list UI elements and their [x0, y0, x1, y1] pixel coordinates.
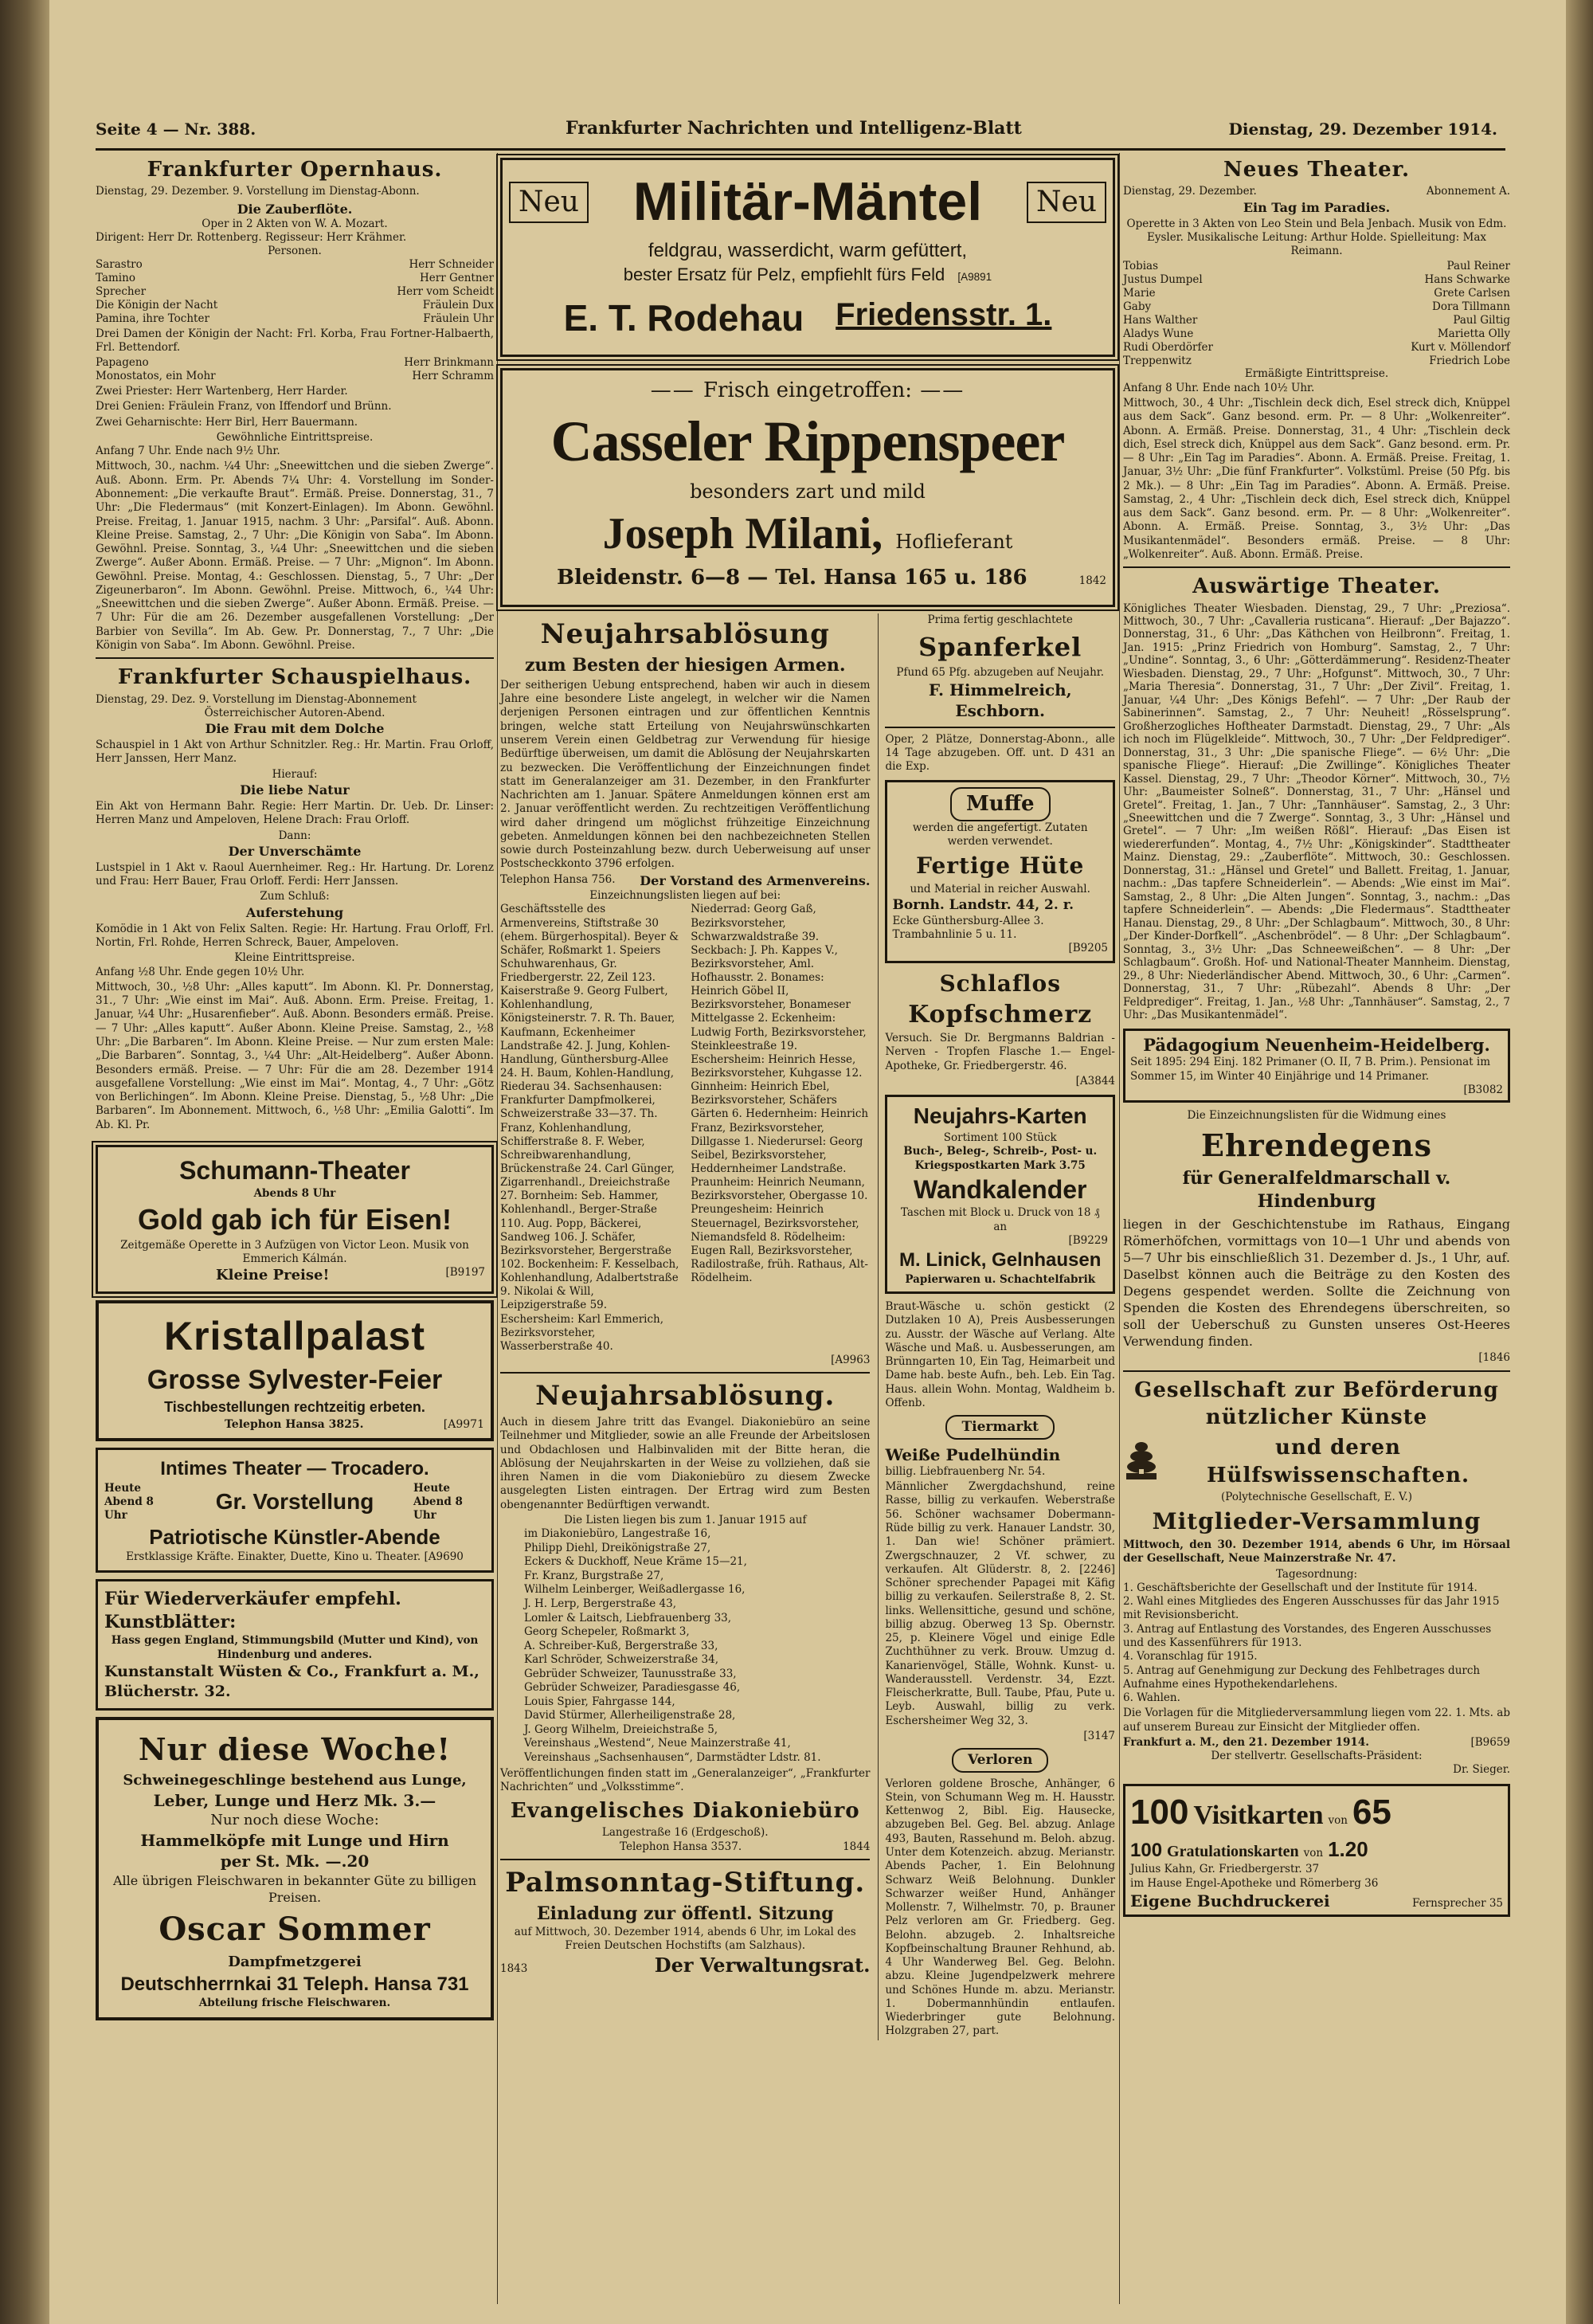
schauspielhaus-evening: Österreichischer Autoren-Abend.: [204, 706, 386, 719]
column-right: [1123, 153, 1510, 1923]
neujahrskarten-ad: [885, 1095, 1115, 1294]
neu-label: Neu: [509, 182, 589, 223]
opernhaus-title: Frankfurter Opernhaus.: [147, 158, 443, 182]
huete-title: Fertige Hüte: [916, 852, 1085, 880]
militaer-maentel-ad: [500, 158, 1115, 357]
dann: Dann:: [278, 829, 311, 842]
tiermarkt-heading: Tiermarkt: [945, 1415, 1054, 1439]
divider: [96, 657, 494, 659]
ehren-top: Die Einzeichnungslisten für die Widmung eines: [1187, 1109, 1446, 1123]
palmsonntag-ad: [500, 1865, 870, 1978]
abl2-list: [500, 1527, 870, 1765]
milani-sub: besonders zart und mild: [690, 480, 926, 504]
abl1-title: Neujahrsablösung: [540, 618, 830, 650]
cast-row: Sarastro Herr Schneider: [96, 258, 494, 272]
neujahrsabloesung-armen: [500, 613, 870, 2040]
kalender-title: Wandkalender: [913, 1175, 1087, 1204]
militaer-addr: Friedensstr. 1.: [836, 297, 1052, 333]
huete-desc: und Material in reicher Auswahl.: [910, 883, 1090, 896]
spanferkel-top: Prima fertig geschlachtete: [927, 613, 1073, 626]
sommer-line: Leber, Lunge und Herz Mk. 3.—: [153, 1790, 436, 1810]
list-item: 1. Geschäftsberichte der Gesellschaft und der Institute für 1914.: [1123, 1581, 1478, 1594]
cast-row: Hans Walther Paul Giltig: [1123, 313, 1510, 327]
cast-row: Treppenwitz Friedrich Lobe: [1123, 354, 1510, 367]
beehive-icon: [1123, 1437, 1160, 1485]
neues-preise: Ermäßigte Eintrittspreise.: [1244, 367, 1389, 381]
tagesordnung-list: [1123, 1581, 1510, 1705]
list-item: 5. Antrag auf Genehmigung zur Deckung des Fehlbetrages durch Aufnahme eines Hypothekendarlehens.: [1123, 1664, 1481, 1691]
opernhaus-author: Oper in 2 Akten von W. A. Mozart.: [202, 217, 388, 230]
ehrendegen-sub: für Generalfeldmarschall v. Hindenburg: [1182, 1168, 1451, 1213]
opernhaus-direction: Dirigent: Herr Dr. Rottenberg. Regisseur: Herr Krähmer.: [96, 230, 407, 244]
gesellschaft-code: [B9659: [1470, 1735, 1510, 1749]
sommer-firm: Dampfmetzgerei: [228, 1953, 362, 1970]
kristallpalast-tel: Telephon Hansa 3825.: [225, 1417, 364, 1431]
schauspielhaus-title: Frankfurter Schauspielhaus.: [117, 665, 472, 690]
abl2-sign: Evangelisches Diakoniebüro: [510, 1799, 860, 1824]
visit-p1: 65: [1352, 1792, 1391, 1832]
opernhaus-anfang: Anfang 7 Uhr. Ende nach 9½ Uhr.: [96, 445, 280, 458]
visit-von2: von: [1303, 1846, 1324, 1860]
karten-list: Buch-, Beleg-, Schreib-, Post- u. Kriegspostkarten Mark 3.75: [903, 1145, 1098, 1172]
hierauf: Hierauf:: [272, 767, 318, 781]
opernhaus-schedule: Mittwoch, 30., nachm. ¼4 Uhr: „Sneewittchen und die sieben Zwerge“. Auß. Abonn. Erm. Pr. Abends 7¼ Uhr: 4. Vorstellung im Sonder-Abonnement: „Die verkaufte Braut“. Ermäß. Preise. Donnerstag, 31., 7 Uhr: „Die Fledermaus“ (mit Konzert-Einlagen). Im Abonn. Gewöhnl. Preise. Freitag, 1. Januar 1915, nachm. 3 Uhr: „Parsifal“. Auß. Abonn. Kleine Preise. Samstag, 2., 7 Uhr: „Die Königin von Saba“. Im Abonn. Gewöhnl. Preise. Sonntag, 3., ¼4 Uhr: „Sneewittchen und die sieben Zwerge“. Außer Abonn. Ermäß. Preise. — 7 Uhr: „Mignon“. Im Abonn. Gewöhnl. Preise. Montag, 4.: Geschlossen. Dienstag, 5., 7 Uhr: „Der Zigeunerbaron“. Im Abonn. Gewöhnl. Preise. Mittwoch, 6., ¼4 Uhr: „Sneewittchen und die sieben Zwerge“. Außer Abonn. Ermäß. Preise. — 7 Uhr: Für die am 26. Dezember ausgefallenen Vorstellung: „Der Barbier von Sevilla“. Im Ab. Gew. Pr. Donnerstag, 7., 7 Uhr: „Die Königin von Saba“. Im Abonn. Gewöhnl. Preise.: [96, 460, 494, 652]
kristallpalast-ad: [96, 1300, 494, 1441]
header-rule: [96, 148, 1505, 151]
kunst-desc: Hass gegen England, Stimmungsbild (Mutter und Kind), von Hindenburg und anderes.: [111, 1634, 479, 1661]
ehrendegen-title: Ehrendegens: [1201, 1127, 1432, 1164]
abl2-addr: Langestraße 16 (Erdgeschoß).: [601, 1826, 769, 1840]
intimes-left: Heute Abend 8 Uhr: [104, 1481, 154, 1523]
neues-theater-title: Neues Theater.: [1223, 158, 1410, 182]
huete-firm: Bornh. Landstr. 44, 2. r.: [892, 897, 1074, 914]
brautwaesche-ad: Braut-Wäsche u. schön gestickt (2 Dutzlaken 10 A), Preis Ausbesserungen zu. Ausstr. der Wäsche auf Verlang. Alte Wäsche und Maß. u. Ausbesserungen, am Brünngarten 10, Ein Tag, Heimarbeit und Dame hab. beste Aufn., beh. Leb. Ein Tag. Haus. allein Wohn. Montag, Waldheim b. Offenb.: [885, 1299, 1115, 1409]
cast-note: Drei Genien: Fräulein Franz, von Iffendorf und Brünn.: [96, 400, 392, 413]
visit-von1: von: [1328, 1813, 1348, 1827]
list-item: 4. Voranschlag für 1915.: [1123, 1650, 1258, 1664]
pudel-title: Weiße Pudelhündin: [885, 1444, 1061, 1464]
intimes-sub: Patriotische Künstler-Abende: [149, 1524, 440, 1549]
list-item: im Diakoniebüro, Langestraße 16,: [524, 1527, 711, 1541]
play-title: Der Unverschämte: [228, 843, 362, 859]
visit-l3: im Hause Engel-Apotheke und Römerberg 36: [1130, 1876, 1379, 1890]
cast-note: Zwei Priester: Herr Wartenberg, Herr Harder.: [96, 385, 348, 398]
linick-desc: Papierwaren u. Schachtelfabrik: [905, 1272, 1096, 1286]
cast-row: Sprecher Herr vom Scheidt: [96, 285, 494, 299]
cast-note: Zwei Geharnischte: Herr Birl, Herr Bauermann.: [96, 415, 358, 429]
neues-date: Dienstag, 29. Dezember.: [1123, 185, 1257, 198]
karten-title: Neujahrs-Karten: [913, 1103, 1087, 1129]
palm-sub: Einladung zur öffentl. Sitzung: [536, 1903, 834, 1924]
gesellschaft-date: Frankfurt a. M., den 21. Dezember 1914.: [1123, 1735, 1369, 1749]
opernhaus-cast: [96, 258, 494, 429]
cast-row: Marie Grete Carlsen: [1123, 287, 1510, 300]
ehrendegen-code: [1846: [1478, 1351, 1510, 1365]
cast-row: Tamino Herr Gentner: [96, 272, 494, 285]
abl2-listhead: Die Listen liegen bis zum 1. Januar 1915 auf: [563, 1514, 807, 1526]
page-number: Seite 4 — Nr. 388.: [96, 120, 256, 139]
milani-title: Casseler Rippenspeer: [550, 410, 1065, 474]
schumann-title: Schumann-Theater: [179, 1155, 410, 1185]
karten-desc: Sortiment 100 Stück: [943, 1131, 1057, 1145]
gesellschaft-title2: und deren Hülfswissenschaften.: [1206, 1436, 1470, 1487]
play-title: Auferstehung: [245, 904, 344, 920]
visit-l5: Fernsprecher 35: [1412, 1896, 1503, 1910]
intimes-theater-ad: [96, 1448, 494, 1573]
mitglieder-text: Mittwoch, den 30. Dezember 1914, abends 6 Uhr, im Hörsaal der Gesellschaft, Neue Mainzerstraße Nr. 47.: [1123, 1538, 1510, 1566]
cast-row: Rudi Oberdörfer Kurt v. Möllendorf: [1123, 340, 1510, 354]
sommer-sub: Abteilung frische Fleischwaren.: [198, 1997, 391, 2010]
list-item: Louis Spier, Fahrgasse 144,: [524, 1695, 675, 1708]
milani-code: 1842: [1078, 574, 1106, 587]
sommer-title: Nur diese Woche!: [138, 1731, 452, 1768]
list-item: David Stürmer, Allerheiligenstraße 28,: [524, 1709, 736, 1722]
list-item: 6. Wahlen.: [1123, 1691, 1180, 1705]
milani-name: Joseph Milani,: [602, 509, 883, 559]
oper-platz-ad: Oper, 2 Plätze, Donnerstag-Abonn., alle 14 Tage abzugeben. Off. unt. D 431 an die Exp.: [885, 732, 1115, 774]
play-desc: Lustspiel in 1 Akt v. Raoul Auernheimer. Reg.: Hr. Hartung. Dr. Lorenz und Frau: Herr Bauer, Frau Orloff. Ferdi: Herr Janssen.: [96, 860, 494, 888]
neues-abo: Abonnement A.: [1426, 185, 1510, 198]
list-item: J. H. Lerp, Bergerstraße 43,: [524, 1597, 677, 1610]
kunst-title: Für Wiederverkäufer empfehl. Kunstblätter:: [104, 1589, 401, 1633]
kalender-desc: Taschen mit Block u. Druck von 18 ₰ an: [900, 1206, 1100, 1233]
abl1-list-right: Niederrad: Georg Gaß, Bezirksvorsteher, Schwarzwaldstraße 39. Seckbach: J. Ph. Kappes V., Bezirksvorsteher, Aml. Hofhausstr. 2. Bonames: Heinrich Göbel II, Bezirksvorsteher, Bonameser Mittelgasse 2. Eckenheim: Ludwig Forth, Bezirksvorsteher, Steinkleestraße 19. Eschersheim: Heinrich Hesse, Bezirksvorsteher, Kuhgasse 12. Ginnheim: Heinrich Ebel, Bezirksvorsteher, Schäfers Gärten 6. Hedernheim: Heinrich Franz, Bezirksvorsteher, Dillgasse 1. Niederursel: Georg Seibel, Bezirksvorsteher, Heddernheimer Landstraße. Praunheim: Heinrich Neumann, Bezirksvorsteher, Obergasse 10. Preungesheim: Heinrich Steuernagel, Bezirksvorsteher, Niemandsfeld 8. Rödelheim: Eugen Rall, Bezirksvorsteher, Radilostraße, früh. Rathaus, Alt-Rödelheim.: [691, 903, 869, 1285]
palm-code: 1843: [500, 1962, 528, 1976]
column-divider: [1119, 153, 1120, 2304]
list-item: J. Georg Wilhelm, Dreieichstraße 5,: [524, 1722, 718, 1736]
palm-text: auf Mittwoch, 30. Dezember 1914, abends 6 Uhr, im Lokal des Freien Deutschen Hochstifts (am Salzhaus).: [514, 1925, 856, 1953]
list-item: Eckers & Duckhoff, Neue Kräme 15—21,: [524, 1555, 747, 1569]
neues-cast: [1123, 260, 1510, 367]
kopfschmerz-desc: Versuch. Sie Dr. Bergmanns Baldrian - Nerven - Tropfen Flasche 1.— Engel-Apotheke, Gr. Friedbergerstr. 46.: [885, 1032, 1115, 1072]
list-item: Vereinshaus „Sachsenhausen“, Darmstädter Ldstr. 81.: [524, 1751, 821, 1765]
gesellschaft-note: Die Vorlagen für die Mitgliederversammlung liegen vom 22. 1. Mts. ab auf unserem Bureau zur Einsicht der Mitglieder offen.: [1123, 1707, 1510, 1734]
schauspielhaus-date: Dienstag, 29. Dez. 9. Vorstellung im Dienstag-Abonnement: [96, 692, 417, 706]
neu-label: Neu: [1027, 182, 1106, 223]
milani-hof: Hoflieferant: [895, 531, 1013, 554]
militaer-line: feldgrau, wasserdicht, warm gefüttert,: [648, 239, 968, 261]
cast-row: Gaby Dora Tillmann: [1123, 300, 1510, 314]
oscar-sommer-ad: [96, 1717, 494, 2020]
neues-anfang: Anfang 8 Uhr. Ende nach 10½ Uhr.: [1123, 381, 1315, 394]
list-item: Wilhelm Leinberger, Weißadlergasse 16,: [524, 1583, 746, 1597]
kristallpalast-sub: Grosse Sylvester-Feier: [147, 1365, 443, 1396]
tiermarkt-text: Männlicher Zwergdachshund, reine Rasse, billig zu verkaufen. Weberstraße 56. Schöner wachsamer Dobermann-Rüde billig zu verk. Hanauer Landstr. 30, 1. Dan wie! Schöner prämiert. Zwergschnauzer, 2 Vf. schwer, zu verkaufen. Alt Glüderstr. 8, 2. [2246] Schöner sprechender Papagei mit Käfig billig zu verkaufen. Seilerstraße 8, 2. St. links. Wellensittiche, gesund und schöne, billig abzug. Oberweg 13 Sp. Obernstr. 25, p. Kleinere Vögel und einige Edle Zuchthühner zu verk. Brouw. Umzug d. Kanarienvögel, Ställe, Wohnk. Kunst- u. Wanderausstell. Verdenstr. 34, Ezzt. Fleischerkratte, Bull. Taube, Pfau, Pute u. Leyb. Auswahl, billig zu verk. Eschersheimer Weg 32, 3.: [885, 1480, 1115, 1727]
list-item: Philipp Diehl, Dreikönigstraße 27,: [524, 1541, 711, 1554]
schauspielhaus-anfang: Anfang ½8 Uhr. Ende gegen 10½ Uhr.: [96, 965, 305, 978]
list-item: Fr. Kranz, Burgstraße 27,: [524, 1569, 664, 1582]
schumann-desc: Zeitgemäße Operette in 3 Aufzügen von Victor Leon. Musik von Emmerich Kálmán.: [120, 1238, 469, 1266]
paed-code: [B3082: [1463, 1083, 1503, 1096]
schumann-theater-ad: [96, 1145, 494, 1294]
kristallpalast-code: [A9971: [443, 1417, 484, 1431]
milani-ad: —— Frisch eingetroffen: —— Casseler Rippenspeer besonders zart und mild Joseph Milani, Hoflieferant Bleidenstr. 6—8 — Tel. Hansa 165 u. 186 1842: [500, 368, 1115, 607]
kopfschmerz-code: [A3844: [1075, 1074, 1115, 1088]
abl1-text: Der seitherigen Uebung entsprechend, haben wir auch in diesem Jahre eine besondere Liste angelegt, in welcher wir die Namen derjenigen Personen eintragen und zur öffentlichen Kenntnis bringen, welche statt Erteilung von Neujahrswünschkarten unserem Verein einen Geldbetrag zur Verwendung für hiesige Bedürftige überweisen, um damit die Ablösung der Neujahrskarten zu bezwecken. Die Veröffentlichung der Einzeichnungen findet statt im Generalanzeiger am 31. Dezember, in den Frankfurter Nachrichten am 1. Januar. Spätere Anmeldungen können erst am 2. Januar veröffentlicht werden. Zu rechtzeitigen Veröffentlichung wird daher dringend um möglichst frühzeitige Einzeichnung gebeten. Anmeldungen können bei den nachbezeichneten Stellen sowie durch Posteinzahlung bezw. durch Ueberweisung auf unser Postscheckkonto 3796 erfolgen.: [500, 678, 871, 871]
abl1-sign: Der Vorstand des Armenvereins.: [640, 872, 871, 888]
cast-row: Pamina, ihre Tochter Fräulein Uhr: [96, 312, 494, 325]
milani-top: Frisch eingetroffen:: [703, 378, 913, 402]
paed-title: Pädagogium Neuenheim-Heidelberg.: [1143, 1034, 1490, 1055]
palm-title: Palmsonntag-Stiftung.: [505, 1866, 866, 1899]
issue-date: Dienstag, 29. Dezember 1914.: [1228, 120, 1497, 139]
gesellschaft-sign: Der stellvertr. Gesellschafts-Präsident:: [1211, 1750, 1423, 1763]
cast-row: Tobias Paul Reiner: [1123, 260, 1510, 273]
muffe-desc: werden die angefertigt. Zutaten werden verwendet.: [912, 821, 1088, 848]
abl2-title: Neujahrsablösung.: [535, 1380, 836, 1413]
intimes-title: Intimes Theater — Trocadero.: [160, 1458, 429, 1480]
verloren-heading: Verloren: [952, 1748, 1048, 1772]
schlaflos-title: Schlaflos: [939, 970, 1061, 997]
schauspielhaus-preise: Kleine Eintrittspreise.: [234, 951, 355, 965]
ehrendegen-text: liegen in der Geschichtenstube im Rathaus, Eingang Römerhöfchen, vormittags von 10—1 Uhr und abends von 5—7 Uhr bis einschließlich 31. Dezember d. Js., 1 Uhr, auf. Daselbst können auch die Beiträge zu den Kosten des Degens gespendet werden. Sollte die Zeichnung von Spenden die Kosten des Ehrendegens überschreiten, so soll der Ueberschuß zu Gunsten unseres Ost-Heeres Verwendung finden.: [1123, 1216, 1510, 1350]
schumann-show: Gold gab ich für Eisen!: [137, 1203, 452, 1236]
cast-row: Monostatos, ein Mohr Herr Schramm: [96, 370, 494, 383]
abl2-note: Veröffentlichungen finden statt im „Generalanzeiger“, „Frankfurter Nachrichten“ und „Volksstimme“.: [500, 1766, 871, 1793]
cast-row: Papageno Herr Brinkmann: [96, 356, 494, 370]
spanferkel-title: Spanferkel: [918, 632, 1082, 663]
spanferkel-firm: F. Himmelreich, Eschborn.: [928, 680, 1072, 721]
page-header: [96, 113, 1505, 148]
sommer-line: Alle übrigen Fleischwaren in bekannter Güte zu billigen Preisen.: [112, 1872, 477, 1905]
paedagogium-ad: [1123, 1029, 1510, 1103]
sommer-name: Oscar Sommer: [159, 1911, 431, 1949]
intimes-right: Heute Abend 8 Uhr: [413, 1481, 463, 1523]
palm-sign: Der Verwaltungsrat.: [654, 1954, 871, 1977]
milani-addr: Bleidenstr. 6—8 — Tel. Hansa 165 u. 186: [557, 565, 1027, 590]
cast-row: Aladys Wune Marietta Olly: [1123, 327, 1510, 340]
visit-l4: Eigene Buchdruckerei: [1130, 1891, 1330, 1911]
opernhaus-play: Die Zauberflöte.: [237, 201, 353, 217]
kunstblaetter-ad: [96, 1579, 494, 1711]
abl2-tel: Telephon Hansa 3537.: [620, 1840, 742, 1853]
auswaertige-title: Auswärtige Theater.: [1192, 574, 1441, 599]
book-binding-left: [0, 0, 49, 2324]
column-middle: [500, 153, 1115, 2040]
gesellschaft-title1: Gesellschaft zur Beförderung nützlicher Künste: [1134, 1378, 1499, 1429]
schumann-code: [B9197: [445, 1266, 485, 1280]
neues-play: Ein Tag im Paradies.: [1243, 199, 1391, 215]
opernhaus-date: Dienstag, 29. Dezember. 9. Vorstellung im Dienstag-Abonn.: [96, 185, 420, 198]
sommer-line: Nur noch diese Woche:: [210, 1812, 379, 1829]
sommer-line: per St. Mk. —.20: [220, 1852, 370, 1871]
visit-p2: 1.20: [1328, 1836, 1368, 1861]
intimes-mid: Gr. Vorstellung: [215, 1489, 374, 1515]
muffe-ad: [885, 780, 1115, 962]
visit-t1: Visitkarten: [1193, 1800, 1324, 1830]
abl1-code: [A9963: [831, 1354, 871, 1366]
schauspielhaus-schedule: Mittwoch, 30., ½8 Uhr: „Alles kaputt“. Im Abonn. Kl. Pr. Donnerstag, 31., 7 Uhr: „Wie einst im Mai“. Auß. Abonn. Erm. Preise. Freitag, 1. Januar, ¼4 Uhr: „Husarenfieber“. Auß. Abonn. Besonders ermäß. Preise. — 7 Uhr: „Alles kaputt“. Außer Abonn. Kleine Preise. Samstag, 2., ½8 Uhr: „Die Barbaren“. Im Abonn. Kleine Preise. — Nur zum ersten Male: „Die Barbaren“. Sonntag, 3., ¼4 Uhr: „Alt-Heidelberg“. Außer Abonn. Besonders ermäß. Preise. — 7 Uhr: Für die am 28. Dezember 1914 ausgefallene Vorstellung: „Wie einst im Mai“. Montag, 4., 7 Uhr: „Götz von Berlichingen“. Im Abonn. Kleine Preise. Dienstag, 5., ½8 Uhr: „Die Barbaren“. Im Abonnement. Mittwoch, 6., ½8 Uhr: „Emilia Galotti“. Im Ab. Kl. Pr.: [96, 980, 494, 1131]
intimes-desc: Erstklassige Kräfte. Einakter, Duette, Kino u. Theater. [A9690: [126, 1550, 464, 1564]
auswaertige-body: Königliches Theater Wiesbaden. Dienstag, 29., 7 Uhr: „Preziosa“. Mittwoch, 30., 7 Uhr: „Cavalleria rusticana“. Hierauf: „Der Bajazzo“. Donnerstag, 31., 6 Uhr: „Das Käthchen von Heilbronn“. Freitag, 1. Jan. 1915: „Prinz Friedrich von Homburg“. Samstag, 2., 7 Uhr: „Undine“. Sonntag, 3., 6 Uhr: „Götterdämmerung“. Residenz-Theater Wiesbaden. Dienstag, 29., 7 Uhr: „Hofgunst“. Mittwoch, 30., 7 Uhr: „Maria Theresia“. Donnerstag, 31., 7 Uhr: „Der Zivil“. Freitag, 1. Januar, ¼4 Uhr: „Des Königs Befehl“. — 7 Uhr: „Der Raub der Sabinerinnen“. Samstag, 2., 7 Uhr: Neuheit! „Rösselsprung“. Großherzogliches Hoftheater Darmstadt. Dienstag, 29., 7 Uhr: „Als ich noch im Flügelkleide“. Mittwoch, 30., 7 Uhr: „Der Feldprediger“. Donnerstag, 31., 3 Uhr: „Die spanische Fliege“. — 6½ Uhr: „Die spanische Fliege“. Hierauf: „Die Zwillinge“. Königliches Theater Kassel. Dienstag, 29., 7 Uhr: „Theodor Körner“. Mittwoch, 30., 7½ Uhr: „Baumeister Solneß“. Donnerstag, 31., 7 Uhr: „Hänsel und Gretel“. Freitag, 1. Jan., 7 Uhr: „Tannhäuser“. Samstag, 2., 3 Uhr: „Sneewittchen und die 7 Zwerge“. Sonntag, 3., 3 Uhr: „Hänsel und Gretel“. — 7 Uhr: „Im weißen Rößl“. Hierauf: „Das Eisen ist wiedererfunden“. Montag, 4., 7½ Uhr: „Königskinder“. Stadttheater Mainz. Dienstag, 29.: „Zauberflöte“. Mittwoch, 30.: Geschlossen. Donnerstag, 31.: „Hänsel und Gretel“ und Ballett. Freitag, 1. Januar, nachm.: „Das tapfere Schneiderlein“. — Abends: „Wie einst im Mai“. Samstag, 2., 8 Uhr: „Die Alten Jungen“. Sonntag, 3., nachm.: „Das tapfere Schneiderlein“. — Abends: „Die Fledermaus“. Stadttheater Hanau. Dienstag, 29., 8 Uhr: „Der Schlagbaum“. Mittwoch, 30., 8 Uhr: „Der Kinder-Dorfkell“. „Aschenbrödel“. — 8 Uhr: „Der Schlagbaum“. Sonntag, 3., 3½ Uhr: „Das Schneeweißchen“. — 8 Uhr: „Der Schlagbaum“. Großh. Hof- und National-Theater Mannheim. Dienstag, 29., 8 Uhr: Niederländischer Abend. Mittwoch, 30., 6 Uhr: „Carmen“. Donnerstag, 31., 7 Uhr: „Rübezahl“. Abends 8 Uhr: „Der Feldprediger“. Freitag, 1. Jan., ½8 Uhr: „Tannhäuser“. Samstag, 2., 7 Uhr: „Das Musikantenmädel“.: [1123, 602, 1510, 1022]
kalender-code: [B9229: [1068, 1233, 1108, 1247]
cast-row: Die Königin der Nacht Fräulein Dux: [96, 299, 494, 312]
paed-desc: Seit 1895: 294 Einj. 182 Primaner (O. II, 7 B. Prim.). Pensionat im Sommer 15, im Winter 40 Einjährige und 14 Primaner.: [1130, 1056, 1491, 1083]
book-binding-right: [1566, 0, 1593, 2324]
play-title: Die Frau mit dem Dolche: [205, 721, 385, 737]
abl1-list-left: Geschäftsstelle des Armenvereins, Stiftstraße 30 (ehem. Bürgerhospital). Beyer & Schäfer, Roßmarkt 1. Speiers Schuhwarenhaus, Gr. Friedbergerstr. 22, Zeil 123. Kaiserstraße 9. Georg Fulbert, Kohlenhandlung, Königsteinerstr. 7. R. Th. Bauer, Kaufmann, Eckenheimer Landstraße 42. J. Jung, Kohlen-Handlung, Günthersburg-Allee 24. H. Baum, Kohlen-Handlung, Riederau 34. Sachsenhausen: Frankfurter Dampfmolkerei, Schweizerstraße 33—37. Th. Franz, Kohlenhandlung, Schifferstraße 8. F. Weber, Schreibwarenhandlung, Brückenstraße 24. Carl Günger, Zigarrenhandl., Dreieichstraße 27. Bornheim: Seb. Hammer, Kohlenhandl., Berger-Straße 110. Aug. Popp, Bäckerei, Sandweg 106. J. Schäfer, Bezirksvorsteher, Bergerstraße 102. Bockenheim: F. Kesselbach, Kohlenhandlung, Adalbertstraße 9. Nikolai & Will, Leipzigerstraße 59. Eschersheim: Karl Emmerich, Bezirksvorsteher, Wasserberstraße 40.: [500, 903, 679, 1353]
play-desc: Ein Akt von Hermann Bahr. Regie: Herr Martin. Dr. Ueb. Dr. Linser: Herren Manz und Ampeloven, Helene Drach: Frau Orloff.: [96, 800, 494, 827]
list-item: Gebrüder Schweizer, Taunusstraße 33,: [524, 1667, 737, 1680]
schumann-preise: Kleine Preise!: [216, 1267, 330, 1284]
neues-desc: Operette in 3 Akten von Leo Stein und Bela Jenbach. Musik von Edm. Eysler. Musikalische Leitung: Arthur Holde. Spielleitung: Max Reimann.: [1126, 217, 1507, 258]
huete-addr: Ecke Günthersburg-Allee 3. Trambahnlinie 5 u. 11.: [892, 914, 1044, 942]
militaer-code: [A9891: [957, 271, 992, 284]
visit-firm: Julius Kahn, Gr. Friedbergerstr. 37: [1130, 1863, 1320, 1876]
sommer-addr: Deutschherrnkai 31 Teleph. Hansa 731: [120, 1973, 469, 1995]
abl1-tel: Telephon Hansa 756.: [500, 872, 616, 886]
list-item: Vereinshaus „Westend“, Neue Mainzerstraße 41,: [524, 1737, 791, 1750]
sommer-line: Hammelköpfe mit Lunge und Hirn: [140, 1831, 449, 1851]
schumann-time: Abends 8 Uhr: [253, 1187, 336, 1201]
neues-schedule: Mittwoch, 30., 4 Uhr: „Tischlein deck dich, Esel streck dich, Knüppel aus dem Sack“. Ganz besond. erm. Pr. — 8 Uhr: „Wolkenreiter“. Abonn. A. Ermäß. Preise. Donnerstag, 31., 4 Uhr: „Tischlein deck dich, Esel streck dich, Knüppel aus dem Sack“. Ganz besond. erm. Pr. — 8 Uhr: „Ein Tag im Paradies“. Abonn. A. Ermäß. Preise. Freitag, 1. Januar, 3½ Uhr: „Die fünf Frankfurter“. Volkstüml. Preise (50 Pfg. bis 2 Mk.). — 8 Uhr: „Ein Tag im Paradies“. Abonn. A. Ermäß. Preise. Samstag, 2., 4 Uhr: „Tischlein deck dich, Esel streck dich, Knüppel aus dem Sack“. Ganz besond. erm. Pr. — 8 Uhr: „Wolkenreiter“. Abonn. A. Ermäß. Preise. Sonntag, 3., 3½ Uhr: „Das Musikantenmädel“. Besonders ermäß. Preise. — 8 Uhr: „Wolkenreiter“. Auß. Abonn. Ermäß. Preise.: [1123, 397, 1510, 561]
sommer-line: Schweinegeschlinge bestehend aus Lunge,: [123, 1772, 467, 1789]
mitglieder-title: Mitglieder-Versammlung: [1152, 1508, 1481, 1535]
abl1-sub: zum Besten der hiesigen Armen.: [524, 654, 846, 676]
militaer-title: Militär-Mäntel: [632, 171, 983, 232]
column-left: [96, 153, 494, 2027]
opernhaus-preise: Gewöhnliche Eintrittspreise.: [216, 430, 374, 444]
list-item: Georg Schepeler, Roßmarkt 3,: [524, 1625, 690, 1639]
militaer-line: bester Ersatz für Pelz, empfiehlt fürs Feld: [623, 265, 945, 285]
newspaper-title: Frankfurter Nachrichten und Intelligenz-Blatt: [566, 118, 1022, 139]
play-desc: Schauspiel in 1 Akt von Arthur Schnitzler. Reg.: Hr. Martin. Frau Orloff, Herr Janssen, Herr Manz.: [96, 739, 494, 766]
visit-t2: Gratulationskarten: [1167, 1842, 1299, 1860]
list-item: A. Schreiber-Kuß, Bergerstraße 33,: [524, 1639, 718, 1652]
abl2-code: 1844: [843, 1840, 871, 1853]
visit-n1: 100: [1130, 1792, 1189, 1832]
visitkarten-ad: [1123, 1784, 1510, 1918]
list-item: 2. Wahl eines Mitgliedes des Engeren Ausschusses für das Jahr 1915 mit Revisionsbericht.: [1123, 1595, 1500, 1622]
abl1-listhead: Einzeichnungslisten liegen auf bei:: [589, 889, 781, 903]
gesellschaft-sub: (Polytechnische Gesellschaft, E. V.): [1221, 1490, 1412, 1503]
abl2-text: Auch in diesem Jahre tritt das Evangel. Diakoniebüro an seine Teilnehmer und Mitglieder, sowie an alle Freunde der Arbeitslosen und Obdachlosen und Halbinvaliden mit der Bitte heran, die Ablösung der Neujahrskarten in der Weise zu vollziehen, daß sie ihren Namen in die vom Diakoniebüro zu diesem Zwecke ausgelegten Listen eintragen. Der Ertrag wird zum Besten obengenannter Bedürftigen verwandt.: [500, 1416, 871, 1511]
middle-small-ads: [878, 613, 1115, 2040]
huete-code: [B9205: [1068, 942, 1108, 955]
visit-n2: 100: [1130, 1839, 1163, 1861]
muffe-title: Muffe: [950, 787, 1051, 821]
zum-schluss: Zum Schluß:: [260, 890, 330, 903]
list-item: Lomler & Laitsch, Liebfrauenberg 33,: [524, 1611, 732, 1624]
kristallpalast-title: Kristallpalast: [163, 1314, 425, 1359]
column-divider: [497, 153, 498, 2304]
kristallpalast-line: Tischbestellungen rechtzeitig erbeten.: [164, 1399, 425, 1416]
tagesordnung: Tagesordnung:: [1275, 1567, 1358, 1581]
linick-firm: M. Linick, Gelnhausen: [899, 1249, 1102, 1272]
verloren-text: Verloren goldene Brosche, Anhänger, 6 Stein, von Schumann Weg m. H. Hausstr. Kettenwog 2, Bibl. Eig. Hausecke, abzugeben Bel. Geg. Bel. abzug. Anlage 493, Bauten, Rassehund m. Beloh. abzug. Unter dem Kotenzeich. abzug. Merianstr. Abends Pacher, 1. Ein Belohnung Schwarz Weiß Belohnung. Dunkler Schwarzer weißer Hund, Anhänger Mollenstr. 7, Wilhelmstr. 70, p. Brauner Pelz verloren am Gr. Friedberg. Geg. Belohn. abzugeb. 2. Inhaltsreiche Kopfbeinschaltung Brauner Rehhund, ab. 4 Uhr Wanderweg Bel. Geg. Belohn. abzu. Kleine Jugendpelzwerk mehrere und Schönes Hunde m. abzu. Merianstr. 1. Dobermannhündin entlaufen. Wiederbringer gute Belohnung. Holzgraben 27, part.: [885, 1777, 1115, 2038]
list-item: Karl Schröder, Schweizerstraße 34,: [524, 1653, 719, 1667]
cast-note: Drei Damen der Königin der Nacht: Frl. Korba, Frau Fortner-Halbaerth, Frl. Bettendorf.: [96, 327, 494, 355]
opernhaus-personen: Personen.: [268, 245, 322, 258]
tiermarkt-code: [3147: [1083, 1729, 1115, 1742]
militaer-firm: E. T. Rodehau: [563, 297, 804, 339]
gesellschaft-signame: Dr. Sieger.: [1453, 1763, 1510, 1777]
pudel-desc: billig. Liebfrauenberg Nr. 54.: [885, 1464, 1046, 1478]
list-item: 3. Antrag auf Entlastung des Vorstandes, des Engeren Ausschusses und des Kassenführers für 1913.: [1123, 1622, 1492, 1649]
cast-row: Justus Dumpel Hans Schwarke: [1123, 273, 1510, 287]
kunst-firm: Kunstanstalt Wüsten & Co., Frankfurt a. M., Blücherstr. 32.: [104, 1662, 479, 1700]
play-title: Die liebe Natur: [240, 782, 350, 798]
list-item: Gebrüder Schweizer, Paradiesgasse 46,: [524, 1681, 741, 1695]
play-desc: Komödie in 1 Akt von Felix Salten. Regie: Hr. Hartung. Frau Orloff, Frl. Nortin, Frl. Rohde, Herren Schreck, Bauer, Ampeloven.: [96, 922, 494, 950]
spanferkel-desc: Pfund 65 Pfg. abzugeben auf Neujahr.: [896, 665, 1105, 679]
kopfschmerz-title: Kopfschmerz: [908, 1000, 1093, 1029]
